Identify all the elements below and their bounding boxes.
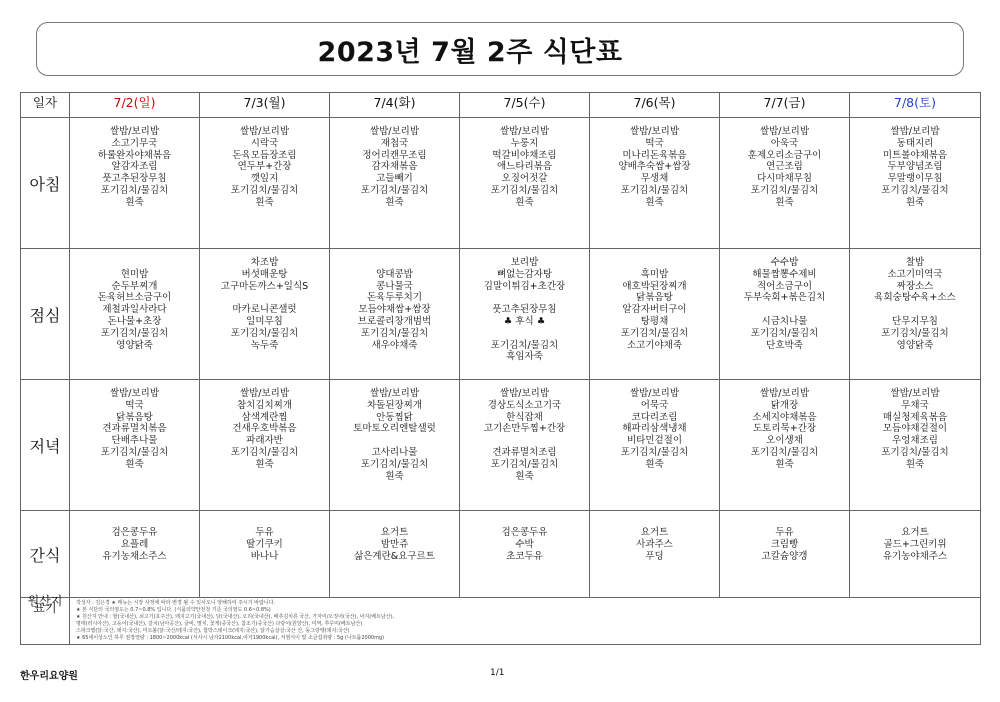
menu-item: 모듬야채쌈+쌈장 [358, 304, 431, 316]
meal-cell [200, 511, 330, 598]
origin-line: ★ 본 식단의 국의염도는 0.7~0.8% 입니다. (식품의약안전청 기준 국의염도 0.6~0.8%) [76, 607, 271, 613]
menu-item: 포기김치/물김치 [230, 446, 299, 458]
header-day: 7/6(목) [590, 93, 720, 118]
meal-cell [850, 118, 981, 249]
menu-item: 훈제오리소금구이 [747, 149, 822, 161]
menu-item: 버섯매운탕 [241, 268, 288, 280]
page-title: 2023년 7월 2주 식단표 [317, 36, 623, 68]
menu-item: 흑임자죽 [506, 351, 543, 363]
menu-item: 브로콜리창개범벅 [357, 315, 432, 327]
meal-cell [70, 249, 200, 380]
menu-item [330, 435, 459, 447]
menu-item: 쌀밥/보리밥 [759, 388, 810, 399]
menu-item: 풋고추된장무침 [492, 304, 557, 316]
menu-item: 누룽지 [510, 137, 539, 149]
meal-row [21, 511, 981, 598]
menu-item: 순두부찌개 [111, 280, 158, 292]
menu-item: 흰죽 [255, 458, 274, 470]
meal-cell [720, 380, 850, 511]
menu-item: 무생채 [640, 173, 669, 185]
menu-item: 일미무침 [246, 315, 283, 327]
menu-item: 쌀밥/보리밥 [629, 126, 680, 137]
origin-line: 스파크햄(닭:국산, 돼지:국산), 미트볼(닭:국산/돼지:국산), 함박스테이크(돼지:국산), 닭가슴살살:국산 산, 동그랑땡(돼지:국산) [76, 628, 350, 634]
menu-item: 포기김치/물김치 [620, 184, 689, 196]
origin-label: 원산지 표기 [21, 598, 70, 645]
menu-item: 짜장소스 [896, 280, 934, 292]
menu-item: 고구마돈까스+일식S [220, 280, 309, 292]
meal-row [21, 380, 981, 511]
menu-item: 풋고추된장무침 [102, 173, 167, 185]
meal-cell [590, 511, 720, 598]
menu-item: 소세지야채볶음 [752, 411, 817, 423]
meal-cell [460, 511, 590, 598]
menu-item: 소고기야채죽 [626, 339, 683, 351]
menu-item: 쌀밥/보리밥 [759, 126, 810, 137]
organization-name: 한우리요양원 [20, 671, 78, 682]
menu-item: 포기김치/물김치 [750, 184, 819, 196]
menu-item: 보리밥 [510, 257, 539, 268]
menu-item [720, 304, 849, 316]
menu-item: 쌀밥/보리밥 [109, 388, 160, 399]
menu-item: 영양닭죽 [116, 339, 153, 351]
menu-item: 제철과일사라다 [102, 304, 167, 316]
menu-item: 검은콩두유 [501, 527, 548, 538]
menu-item: 견과류멸치볶음 [102, 423, 167, 435]
menu-item: 포기김치/물김치 [100, 446, 169, 458]
menu-item: 감자채볶음 [371, 161, 418, 173]
meal-cell [460, 249, 590, 380]
meal-cell [200, 249, 330, 380]
menu-item: 포기김치/물김치 [100, 327, 169, 339]
menu-item: 적어소금구이 [756, 280, 813, 292]
menu-item: 흰죽 [775, 196, 794, 208]
menu-item: 도토리묵+간장 [752, 423, 817, 435]
menu-item: 고칼슘양갱 [761, 550, 808, 562]
menu-item: 밤만쥬 [380, 538, 409, 550]
meal-cell [720, 118, 850, 249]
menu-item: 포기김치/물김치 [360, 458, 429, 470]
menu-item: 포기김치/물김치 [490, 339, 559, 351]
menu-item: 떡국 [645, 137, 664, 149]
menu-item: 요플레 [120, 538, 149, 550]
menu-item: 포기김치/물김치 [490, 458, 559, 470]
menu-item: 양대콩밥 [376, 268, 413, 280]
menu-item: 연근조림 [766, 161, 803, 173]
menu-item: 흰죽 [905, 196, 925, 208]
menu-item: 고들빼기 [376, 173, 413, 185]
menu-item: 포기김치/물김치 [620, 327, 689, 339]
meal-cell [850, 249, 981, 380]
menu-item: 시락국 [250, 137, 279, 149]
meal-plan-table [20, 92, 981, 645]
menu-item: 쌀밥/보리밥 [890, 126, 940, 137]
menu-item: ♣ 후식 ♣ [503, 315, 546, 327]
menu-item: 깻잎지 [250, 173, 279, 185]
header-day: 7/2(일) [70, 93, 200, 118]
menu-item: 포기김치/물김치 [360, 184, 429, 196]
menu-item: 삼색계란찜 [241, 411, 288, 423]
meal-cell [460, 380, 590, 511]
menu-item: 매실청제육볶음 [882, 411, 948, 423]
menu-item: 쌀밥/보리밥 [239, 388, 290, 399]
menu-item: 수박 [515, 538, 534, 550]
menu-item: 요거트 [380, 527, 409, 538]
menu-item: 단배추나물 [111, 435, 158, 447]
menu-item: 쌀밥/보리밥 [239, 126, 290, 137]
menu-item: 오이생채 [766, 435, 803, 447]
menu-item: 연두부+간장 [237, 161, 292, 173]
menu-item: 두부숙회+볶은김치 [743, 292, 826, 304]
menu-item: 애느타리볶음 [496, 161, 553, 173]
menu-item: 요거트 [901, 527, 929, 538]
menu-item: 요거트 [640, 527, 669, 538]
menu-item: 유기농야채주스 [882, 550, 948, 562]
menu-item: 흰죽 [515, 470, 534, 482]
menu-item: 해물짬뽕수제비 [752, 268, 817, 280]
menu-item: 흰죽 [255, 196, 274, 208]
menu-item: 무말랭이무침 [887, 173, 943, 185]
menu-item: 경상도식소고기국 [487, 399, 562, 411]
menu-item: 녹두죽 [250, 339, 279, 351]
menu-item: 영양닭죽 [896, 339, 934, 351]
menu-item: 뼈없는감자탕 [496, 268, 553, 280]
menu-item: 알감자조림 [111, 161, 158, 173]
menu-item: 크림빵 [770, 538, 799, 550]
menu-item: 포기김치/물김치 [100, 184, 169, 196]
menu-item: 단무지무침 [892, 315, 938, 327]
menu-item: 해파리삼색냉채 [622, 423, 687, 435]
origin-row [21, 598, 981, 645]
menu-item: 두유 [775, 527, 794, 538]
meal-row [21, 118, 981, 249]
menu-item: 포기김치/물김치 [360, 327, 429, 339]
menu-item: 초코두유 [506, 550, 543, 562]
meal-cell [330, 118, 460, 249]
menu-item: 콩나물국 [376, 280, 413, 292]
menu-item: 김말이튀김+초간장 [483, 280, 566, 292]
menu-item [850, 304, 980, 316]
menu-item: 오징어젓갈 [501, 173, 548, 185]
menu-item: 아욱국 [770, 137, 799, 149]
menu-item: 흰죽 [515, 196, 534, 208]
menu-item: 육회숭탕수육+소스 [874, 292, 956, 304]
header-row [21, 93, 981, 118]
header-day: 7/7(금) [720, 93, 850, 118]
menu-item: 돈나물+초장 [107, 315, 162, 327]
menu-item [460, 435, 589, 447]
meal-cell [720, 249, 850, 380]
menu-item: 흰죽 [775, 458, 794, 470]
menu-item: 흰죽 [645, 458, 664, 470]
menu-item: 쌀밥/보리밥 [890, 388, 940, 399]
menu-item: 수수밥 [770, 257, 799, 268]
menu-item: 현미밥 [120, 268, 149, 280]
menu-item: 흰죽 [125, 458, 144, 470]
menu-item: 한식잡채 [506, 411, 543, 423]
header-day: 7/8(토) [850, 93, 981, 118]
meal-cell [330, 249, 460, 380]
menu-item: 찰밥 [905, 257, 925, 268]
menu-item: 포기김치/물김치 [750, 446, 819, 458]
meal-label: 저녁 [21, 380, 70, 511]
menu-item: 차돌된장찌개 [366, 399, 423, 411]
meal-label: 간식 [21, 511, 70, 598]
header-day: 7/5(수) [460, 93, 590, 118]
menu-item: 무채국 [901, 399, 929, 411]
menu-item: 양배추숙쌈+쌈장 [618, 161, 691, 173]
menu-item: 쌀밥/보리밥 [499, 126, 550, 137]
menu-item: 단호박죽 [766, 339, 803, 351]
menu-item: 포기김치/물김치 [490, 184, 559, 196]
meal-cell [70, 380, 200, 511]
meal-label: 점심 [21, 249, 70, 380]
menu-item [590, 257, 719, 269]
menu-item: 재첩국 [380, 137, 409, 149]
menu-item: 사과주스 [636, 538, 673, 550]
menu-item: 쌀밥/보리밥 [499, 388, 550, 399]
menu-item [200, 292, 329, 304]
menu-item: 닭볶음탕 [636, 292, 673, 304]
menu-item [460, 328, 589, 340]
menu-item: 떡국 [125, 399, 144, 411]
menu-item: 딸기쿠키 [246, 538, 283, 550]
menu-item: 새우야채죽 [371, 339, 418, 351]
menu-item: 애호박된장찌개 [622, 280, 687, 292]
page-number: 1/1 [490, 668, 505, 678]
meal-cell [200, 118, 330, 249]
origin-line: 명태(러시아산), 고등어(국내산), 갈치(남아공산), 굴비, 멸치, 꽃게(중국산), 참조기(중국산) 다랑어(원양산), 미역, 쭈꾸미(베트남산) [76, 621, 363, 627]
origin-notes [70, 598, 981, 645]
menu-item: 돈육두루치기 [366, 292, 423, 304]
menu-item: 포기김치/물김치 [230, 327, 299, 339]
menu-item: 정어리캔무조림 [362, 149, 427, 161]
menu-item: 고기손만두찜+간장 [483, 423, 566, 435]
menu-item: 닭볶음탕 [116, 411, 153, 423]
meal-cell [70, 511, 200, 598]
menu-item: 견과류멸치조림 [492, 446, 557, 458]
menu-item: 푸딩 [645, 550, 664, 562]
meal-cell [850, 380, 981, 511]
menu-item: 차조밥 [250, 257, 279, 268]
origin-line: 작성자 : 김은경 ★ 메뉴는 시장 사정에 따라 변경 될 수 있사오니 양해하여 주시기 바랍니다. [76, 600, 276, 606]
menu-item: 쌀밥/보리밥 [629, 388, 680, 399]
menu-item: 미나리돈육볶음 [622, 149, 687, 161]
menu-item: 유기농채소주스 [102, 550, 167, 562]
origin-line: ★ 원산지 안내 : 쌀(국내산), 쇠고기(호주산), 돼지고기(국내산), 닭(국내산), 오리(국내산), 배추김치류 국산, 가자미/오징어(국산), 낙지(베트남산), [76, 614, 395, 620]
menu-item: 하룰완자야채볶음 [97, 149, 172, 161]
menu-item: 돈육허브소금구이 [97, 292, 172, 304]
menu-item: 닭개장 [770, 399, 799, 411]
meal-cell [590, 380, 720, 511]
menu-item: 코다리조림 [631, 411, 678, 423]
menu-item: 쌀밥/보리밥 [369, 126, 420, 137]
menu-item: 어묵국 [640, 399, 669, 411]
menu-item: 고사리나물 [371, 446, 418, 458]
menu-item [460, 292, 589, 304]
header-day: 7/3(월) [200, 93, 330, 118]
menu-item: 돈육모듬장조림 [232, 149, 297, 161]
menu-item: 흑미밥 [640, 268, 669, 280]
meal-cell [590, 118, 720, 249]
meal-cell [850, 511, 981, 598]
title-box [36, 22, 964, 76]
menu-item: 포기김치/물김치 [881, 446, 949, 458]
menu-item: 두부양념조림 [887, 161, 943, 173]
menu-item: 다시마채무침 [756, 173, 813, 185]
meal-cell [200, 380, 330, 511]
meal-row [21, 249, 981, 380]
menu-item: 비타민겉절이 [626, 435, 683, 447]
menu-item: 흰죽 [125, 196, 144, 208]
menu-item: 포기김치/물김치 [881, 327, 949, 339]
menu-item: 두유 [255, 527, 274, 538]
meal-cell [330, 511, 460, 598]
menu-item: 쌀밥/보리밥 [369, 388, 420, 399]
menu-item: 모듬야채겉절이 [882, 423, 948, 435]
menu-item: 참치김치찌개 [236, 399, 293, 411]
menu-item: 파래자반 [246, 435, 283, 447]
menu-item: 우엉채조림 [892, 435, 938, 447]
menu-item [330, 257, 459, 269]
menu-item: 흰죽 [645, 196, 664, 208]
meal-cell [330, 380, 460, 511]
menu-item: 검은콩두유 [111, 527, 158, 538]
menu-item: 안동찜닭 [376, 411, 413, 423]
meal-cell [70, 118, 200, 249]
menu-item: 포기김치/물김치 [750, 327, 819, 339]
meal-label: 아침 [21, 118, 70, 249]
menu-item [70, 257, 199, 269]
menu-item: 소고기미역국 [887, 268, 943, 280]
menu-item: 동태지리 [896, 137, 934, 149]
menu-item: 토마토오리엔탈샐럿 [353, 423, 436, 435]
menu-item: 바나나 [250, 550, 279, 562]
menu-item: 삶은계란&요구르트 [354, 550, 435, 562]
meal-cell [460, 118, 590, 249]
meal-cell [720, 511, 850, 598]
menu-item: 시금치나물 [761, 315, 808, 327]
menu-item: 골드+그린키위 [883, 538, 947, 550]
menu-item: 흰죽 [385, 470, 404, 482]
menu-item: 흰죽 [905, 458, 925, 470]
header-corner: 일자 [21, 93, 70, 118]
menu-item: 마카로니콘샐럿 [232, 304, 297, 316]
menu-item: 알감자버터구이 [622, 304, 687, 316]
origin-line: ★ 65세이상노인 하루 권장열량 : 1800~2000kcal (식사시 남자2100kcal,여자1900kcal), 저염식이 및 소금섭취량 : 5g (나트륨2000mg) [76, 635, 385, 641]
menu-item: 포기김치/물김치 [881, 184, 949, 196]
menu-item: 흰죽 [385, 196, 404, 208]
menu-item: 떡갈비야채조림 [492, 149, 557, 161]
menu-item: 쌀밥/보리밥 [109, 126, 160, 137]
menu-item: 포기김치/물김치 [620, 446, 689, 458]
menu-item: 포기김치/물김치 [230, 184, 299, 196]
meal-cell [590, 249, 720, 380]
menu-item: 탕평채 [640, 315, 669, 327]
menu-item: 소고기무국 [111, 137, 158, 149]
menu-item: 건새우호박볶음 [232, 423, 297, 435]
header-day: 7/4(화) [330, 93, 460, 118]
menu-item: 미트볼야채볶음 [882, 149, 948, 161]
